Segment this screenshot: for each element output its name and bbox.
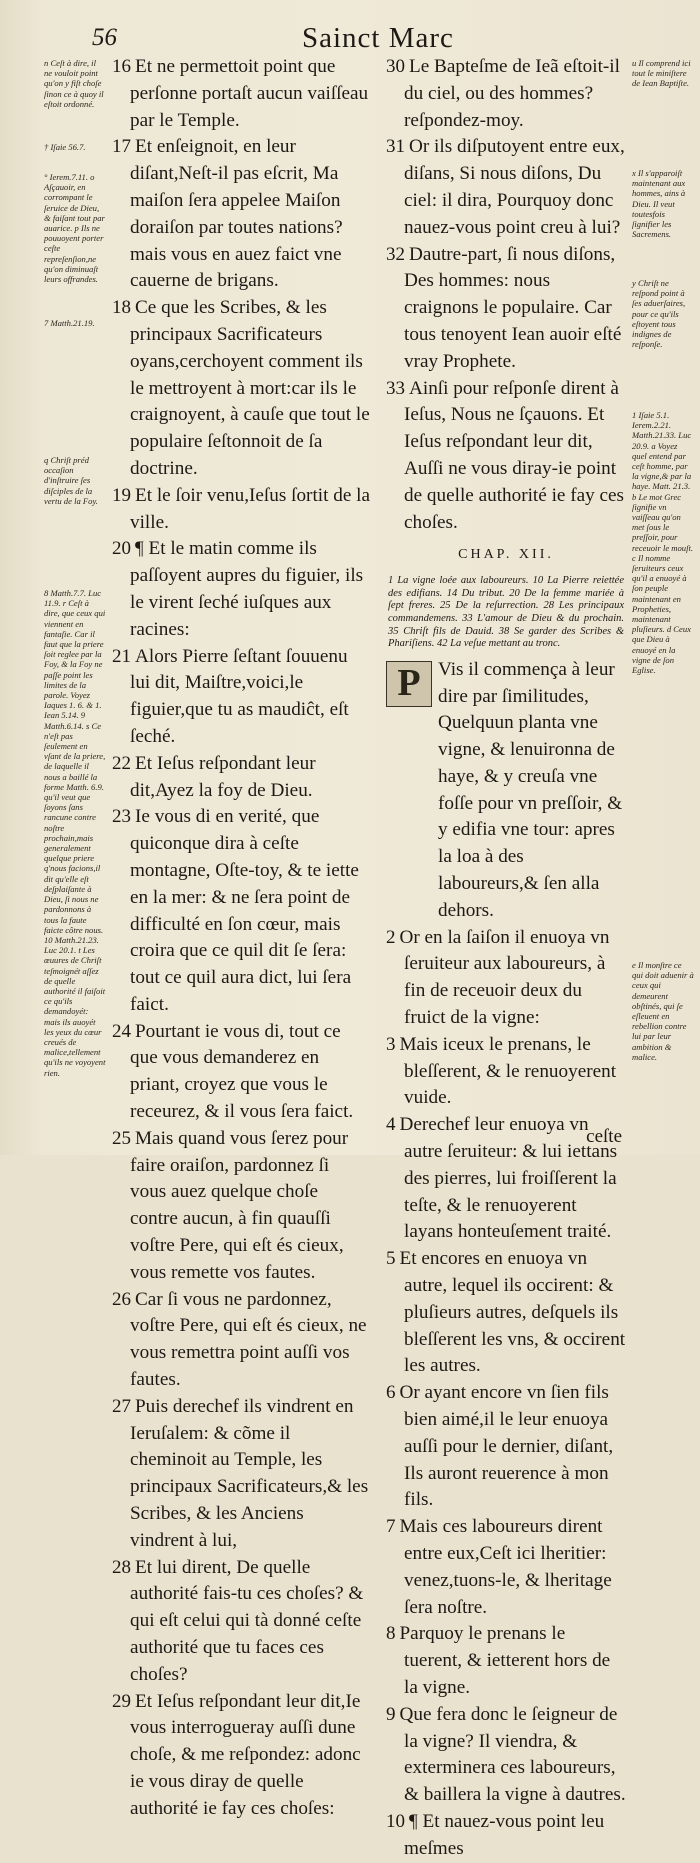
left-margin-note: 7 Matth.21.19. bbox=[44, 318, 95, 328]
left-margin-note: ° Ierem.7.11. o Aſçauoir, en corrompant le ſeruice de Dieu, & faiſant tout par auarice. p Ils ne pouuoyent porter ceſte repreſenſion,ne qu'on diminuaſt leurs offrandes. bbox=[44, 172, 105, 285]
chapter-heading: CHAP. XII. bbox=[458, 547, 554, 563]
verse bbox=[112, 134, 370, 295]
verse-text: Derechef leur enuoya vn autre ſeruiteur: & lui iettans des pierres, lui froiſſerent la teſte, & le renuoyerent layans honteuſement traité. bbox=[399, 1114, 618, 1243]
verse-number: 17 bbox=[112, 136, 131, 158]
verse-text: Mais quand vous ſerez pour faire oraiſon, pardonnez ſi vous auez quelque choſe contre aucun, à fin quauſſi voſtre Pere, qui eſt és cieux, vous remette vos fautes. bbox=[130, 1127, 349, 1283]
verse bbox=[386, 54, 626, 134]
verse-text: Or en la ſaiſon il enuoya vn ſeruiteur aux laboureurs, à fin de receuoir deux du fruict de la vigne: bbox=[399, 926, 610, 1029]
left-text-column bbox=[112, 54, 370, 1823]
verse-number: 30 bbox=[386, 56, 405, 77]
verse bbox=[112, 751, 370, 805]
verses-chapter-11-end bbox=[386, 54, 626, 536]
verse-number: 19 bbox=[112, 484, 131, 506]
left-margin-note: 8 Matth.7.7. Luc 11.9. r Ceſt à dire, que ceux qui viennent en fantaſie. Car il faut que la priere ſoit reglee par la Foy, & la Foy ne paſſe point les limites de la parole. Voyez Iaques 1. 6. & 1. Iean 5.14. 9 Matth.6.14. s Ce n'eſt pas ſeulement en vſant de la priere, de laquelle il nous a baillé la forme Matth. 6.9. qu'il veut que ſoyons ſans rancune contre noſtre prochain,mais generalement quelque priere q'nous facions,il dit qu'elle eſt deſplaiſante à Dieu, ſi nous ne pardonnons à tous la faute faicte côtre nous. 10 Matth.21.23. Luc 20.1. t Les œuures de Chriſt teſmoignét aſſez de quelle authorité il faiſoit ce qu'ils demandoyét: mais ils auoyét les yeux du cœur creués de malice,tellement qu'ils ne voyoyent rien. bbox=[44, 588, 106, 1078]
verse bbox=[386, 1809, 626, 1863]
verse-text: ¶ Et nauez-vous point leu meſmes bbox=[404, 1810, 605, 1859]
verse-number: 28 bbox=[112, 1556, 131, 1578]
verse-text: Et enſeignoit, en leur diſant,Neſt-il pas eſcrit, Ma maiſon ſera appelee Maiſon doraiſon par toutes nations? mais vous en auez faict vne cauerne de brigans. bbox=[130, 136, 343, 292]
verse bbox=[112, 804, 370, 1018]
verse-text: Et encores en enuoya vn autre, lequel ils occirent: & pluſieurs autres, deſquels ils bleſſerent les vns, & occirent les autres. bbox=[399, 1248, 626, 1377]
verse bbox=[112, 1555, 370, 1689]
right-text-column bbox=[386, 54, 626, 1863]
verse bbox=[112, 295, 370, 483]
verse-number: 29 bbox=[112, 1690, 131, 1712]
verse bbox=[386, 925, 626, 1032]
right-margin-note: e Il monſtre ce qui doit aduenir à ceux qui demeurent obſtinés, qui ſe eſleuent en rebellion contre lui par leur ambition & malice. bbox=[632, 960, 694, 1062]
verse bbox=[386, 1380, 626, 1514]
verse-text: Et Ieſus reſpondant leur dit,Ayez la foy de Dieu. bbox=[130, 752, 316, 801]
verse-number: 23 bbox=[112, 806, 131, 828]
verse-number: 24 bbox=[112, 1020, 131, 1042]
verse-text: Que fera donc le ſeigneur de la vigne? Il viendra, & exterminera ces laboureurs, & baillera la vigne à dautres. bbox=[399, 1703, 626, 1806]
verse-text: Et le ſoir venu,Ieſus ſortit de la ville. bbox=[130, 484, 370, 533]
running-title: Sainct Marc bbox=[302, 22, 454, 54]
verse-text: Parquoy le prenans le tuerent, & ietterent hors de la vigne. bbox=[399, 1623, 611, 1698]
verse-number: 10 bbox=[386, 1810, 405, 1832]
verse-text: Et ne permettoit point que perſonne portaſt aucun vaiſſeau par le Temple. bbox=[130, 56, 369, 131]
verse-number: 4 bbox=[386, 1114, 396, 1136]
verse bbox=[386, 1246, 626, 1380]
verse-number: 33 bbox=[386, 377, 405, 399]
verse-number: 7 bbox=[386, 1516, 396, 1538]
verse-text: Pourtant ie vous di, tout ce que vous demanderez en priant, croyez que vous le receurez, & il vous ſera faict. bbox=[130, 1020, 354, 1123]
verse-text: Or ayant encore vn ſien fils bien aimé,il le leur enuoya auſſi pour le dernier, diſant, Ils auront reuerence à mon fils. bbox=[399, 1382, 614, 1511]
verse bbox=[112, 1394, 370, 1555]
drop-cap: P bbox=[386, 661, 432, 707]
catchword: ceſte bbox=[586, 1126, 622, 1147]
verse-text: Car ſi vous ne pardonnez, voſtre Pere, qui eſt és cieux, ne vous remettra point auſſi vos fautes. bbox=[130, 1288, 367, 1391]
verse-number: 31 bbox=[386, 136, 405, 158]
verse bbox=[386, 134, 626, 241]
left-margin-note: q Chriſt préd occaſion d'inſtruire ſes diſciples de la vertu de la Foy. bbox=[44, 455, 98, 506]
page-number: 56 bbox=[92, 24, 117, 51]
verse bbox=[386, 1514, 626, 1621]
verse-number: 16 bbox=[112, 56, 131, 77]
verse-number: 20 bbox=[112, 538, 131, 560]
first-verse: Vis il commença à leur dire par ſimilitudes, Quelquun planta vne vigne, & lenuironna de haye, & y creuſa vne foſſe pour vn preſſoir, & y edifia vne tour: apres la loa à des laboureurs,& ſen alla dehors. bbox=[438, 658, 623, 921]
verse bbox=[386, 1032, 626, 1112]
verse-number: 3 bbox=[386, 1033, 396, 1055]
verse-number: 27 bbox=[112, 1395, 131, 1417]
chapter-summary: 1 La vigne loée aux laboureurs. 10 La Pierre reiettée des edifians. 14 Du tribut. 20 De la femme mariée à ſept freres. 25 De la reſurrection. 28 Les principaux commandemens. 33 L'amour de Dieu & du prochain. 35 Chriſt fils de Dauid. 38 Se garder des Scribes & Phariſiens. 42 La veſue mettant au tronc. bbox=[388, 575, 624, 650]
right-margin-note: 1 Iſaie 5.1. Ierem.2.21. Matth.21.33. Luc 20.9. a Voyez quel entend par ceſt homme, par la vigne,& par la haye. Matt. 21.3. b Le mot Grec ſignifie vn vaiſſeau qu'on met ſous le preſſoir, pour receuoir le mouſt. c Il nomme ſeruiteurs ceux qu'il a enuoyé à ſon peuple maintenant en Propheties, maintenant pluſieurs. d Ceux que Dieu à enuoyé en la vigne de ſon Eglise. bbox=[632, 410, 694, 676]
right-margin-note: y Chriſt ne reſpond point à ſes aduerſaires, pour ce qu'ils eſtoyent tous indignes de reſponſe. bbox=[632, 278, 686, 350]
verse-text: Et Ieſus reſpondant leur dit,Ie vous interrogueray auſſi dune choſe, & me reſpondez: adonc ie vous diray de quelle authorité ie fay ces choſes: bbox=[130, 1690, 361, 1819]
verse-text: Puis derechef ils vindrent en Ieruſalem: & cõme il cheminoit au Temple, les principaux Sacrificateurs,& les Scribes, & les Anciens vindrent à lui, bbox=[130, 1395, 369, 1551]
verse-number: 6 bbox=[386, 1382, 396, 1404]
verse-number: 26 bbox=[112, 1288, 131, 1310]
verse-text: Alors Pierre ſeſtant ſouuenu lui dit, Maiſtre,voici,le figuier,que tu as maudiĉt, eſt ſeché. bbox=[130, 645, 349, 747]
right-margin-note: x Il s'apparoiſt maintenant aux hommes, ains à Dieu. Il veut toutesfois ſignifier les Sacremens. bbox=[632, 168, 686, 240]
verse-number: 18 bbox=[112, 297, 131, 319]
verse-number: 5 bbox=[386, 1248, 396, 1270]
chapter-opening bbox=[386, 657, 626, 925]
verse bbox=[386, 242, 626, 376]
verse-number: 21 bbox=[112, 645, 131, 667]
verse-text: Le Bapteſme de Ieã eſtoit-il du ciel, ou des hommes? reſpondez-moy. bbox=[404, 56, 620, 131]
verse-text: Mais ces laboureurs dirent entre eux,Ceſt ici lheritier: venez,tuons-le, & lheritage ſera noſtre. bbox=[399, 1516, 612, 1618]
verse-text: Et lui dirent, De quelle authorité fais-tu ces choſes? & qui eſt celui qui tà donné ceſte authorité que tu faces ces choſes? bbox=[130, 1556, 364, 1685]
left-margin-note: † Iſaie 56.7. bbox=[44, 142, 86, 152]
verse-number: 9 bbox=[386, 1703, 396, 1725]
verse bbox=[112, 1689, 370, 1823]
verse-text: Ce que les Scribes, & les principaux Sacrificateurs oyans,cerchoyent comment ils le mettroyent à mort:car ils le craignoyent, à cauſe que tout le populaire ſeſtonnoit de ſa doctrine. bbox=[130, 297, 370, 479]
verse bbox=[112, 483, 370, 537]
verse bbox=[112, 1287, 370, 1394]
verse bbox=[112, 54, 370, 134]
verse bbox=[386, 376, 626, 537]
verse bbox=[112, 536, 370, 643]
left-margin-note: n Ceſt à dire, il ne vouloit point qu'on y fiſt choſe ſinon ce à quoy il eſtoit ordonné. bbox=[44, 58, 104, 109]
verse-number: 8 bbox=[386, 1623, 396, 1645]
verse bbox=[112, 1126, 370, 1287]
verse-number: 22 bbox=[112, 752, 131, 774]
verse bbox=[386, 1702, 626, 1809]
verse-text: Ie vous di en verité, que quiconque dira à ceſte montagne, Oſte-toy, & te iette en la mer: & ne ſera point de difficulté en ſon cœur, mais croira que ce quil dit ſe ſera: tout ce quil aura dict, lui ſera faict. bbox=[130, 806, 359, 1015]
verse-text: Mais iceux le prenans, le bleſſerent, & le renuoyerent vuide. bbox=[399, 1033, 617, 1109]
verse-number: 25 bbox=[112, 1127, 131, 1149]
right-margin-note: u Il comprend ici tout le miniſtere de Iean Baptiſte. bbox=[632, 58, 691, 89]
verses-chapter-12 bbox=[386, 925, 626, 1863]
verse bbox=[112, 1019, 370, 1126]
verse-text: Or ils diſputoyent entre eux, diſans, Si nous diſons, Du ciel: il dira, Pourquoy donc nauez-vous point creu à lui? bbox=[404, 136, 625, 238]
verse-text: Ainſi pour reſponſe dirent à Ieſus, Nous ne ſçauons. Et Ieſus reſpondant leur dit, Auſſi ne vous diray-ie point de quelle authorité ie fay ces choſes. bbox=[404, 377, 625, 533]
verse-text: Dautre-part, ſi nous diſons, Des hommes: nous craignons le populaire. Car tous tenoyent Iean auoir eſté vray Prophete. bbox=[404, 243, 622, 372]
verse-text: ¶ Et le matin comme ils paſſoyent aupres du figuier, ils le virent ſeché iuſques aux racines: bbox=[130, 538, 364, 640]
verse bbox=[386, 1621, 626, 1701]
verse-number: 2 bbox=[386, 926, 396, 948]
verse bbox=[112, 644, 370, 751]
verse-number: 32 bbox=[386, 243, 405, 265]
